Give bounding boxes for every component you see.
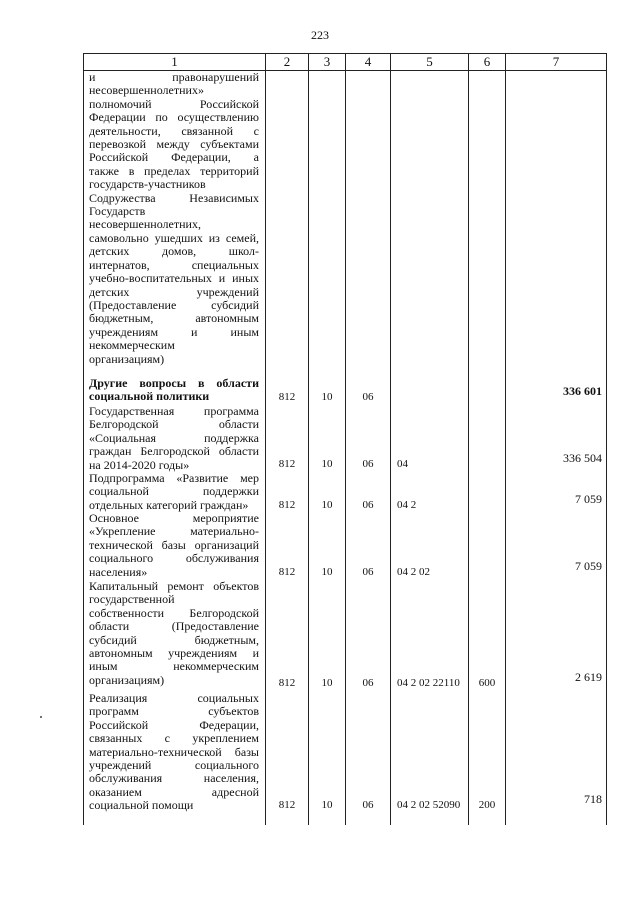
description-line: Государственная программа <box>89 404 259 418</box>
column-divider <box>345 53 346 825</box>
description-line: на 2014-2020 годы» <box>89 457 190 472</box>
table-border-left <box>83 53 84 825</box>
amount-cell: 336 504 <box>563 451 602 465</box>
page-number: 223 <box>311 28 329 42</box>
description-line: Содружества Независимых <box>89 190 259 205</box>
header-col-6: 6 <box>483 54 491 69</box>
column-divider <box>308 53 309 825</box>
column-divider <box>390 53 391 825</box>
amount-cell: 7 059 <box>575 492 602 506</box>
description-line: населения» <box>89 564 148 579</box>
description-line: учреждениям и иным <box>89 324 259 339</box>
description-line: также в пределах территорий <box>89 163 259 178</box>
cell-col-6: 200 <box>478 799 496 811</box>
cell-col-3: 10 <box>321 458 333 470</box>
description-line: организациям) <box>89 351 165 366</box>
amount-cell: 2 619 <box>575 670 602 684</box>
cell-col-5: 04 2 02 <box>397 566 430 578</box>
description-line: «Социальная поддержка <box>89 430 259 445</box>
cell-col-4: 06 <box>362 391 374 403</box>
cell-col-5: 04 <box>397 458 408 470</box>
cell-col-5: 04 2 <box>397 499 417 511</box>
cell-col-2: 812 <box>278 677 296 689</box>
amount-cell: 718 <box>584 792 602 806</box>
description-line: деятельности, связанной с <box>89 123 259 138</box>
cell-col-2: 812 <box>278 458 296 470</box>
description-line: обслуживания населения, <box>89 771 259 786</box>
header-col-3: 3 <box>323 54 331 69</box>
description-line: связанных с укреплением <box>89 731 259 746</box>
amount-cell: 336 601 <box>563 384 602 398</box>
description-line: автономным учреждениям и <box>89 646 259 661</box>
column-divider <box>505 53 506 825</box>
description-line: программ субъектов <box>89 704 259 719</box>
description-line: несовершеннолетних, <box>89 217 201 232</box>
description-line: Российской Федерации, а <box>89 150 259 165</box>
description-line: области (Предоставление <box>89 619 259 634</box>
description-line: несовершеннолетних» <box>89 83 204 98</box>
description-line: некоммерческим <box>89 338 175 353</box>
description-line: иным некоммерческим <box>89 659 259 674</box>
description-line: учебно-воспитательных и иных <box>89 271 259 286</box>
header-col-1: 1 <box>171 54 178 69</box>
description-line: социальной политики <box>89 389 210 404</box>
cell-col-4: 06 <box>362 566 374 578</box>
description-line: Подпрограмма «Развитие мер <box>89 471 259 485</box>
cell-col-3: 10 <box>321 677 333 689</box>
cell-col-4: 06 <box>362 677 374 689</box>
description-line: интернатов, специальных <box>89 257 259 272</box>
description-line: Основное мероприятие <box>89 511 259 525</box>
description-line: технической базы организаций <box>89 537 259 552</box>
description-line: бюджетным, автономным <box>89 311 259 326</box>
row-description <box>89 472 259 512</box>
description-line: и правонарушений <box>89 70 259 84</box>
cell-col-2: 812 <box>278 799 296 811</box>
description-line: Белгородской области <box>89 417 259 432</box>
description-line: субсидий бюджетным, <box>89 632 259 647</box>
row-description <box>89 377 259 404</box>
description-line: оказанием адресной <box>89 784 259 799</box>
description-line: самовольно ушедших из семей, <box>89 230 259 245</box>
amount-cell: 7 059 <box>575 559 602 573</box>
header-col-4: 4 <box>364 54 372 69</box>
description-line: (Предоставление субсидий <box>89 297 259 312</box>
cell-col-2: 812 <box>278 499 296 511</box>
header-col-5: 5 <box>426 54 433 69</box>
description-line: отдельных категорий граждан» <box>89 497 249 512</box>
description-line: перевозкой между субъектами <box>89 137 259 152</box>
description-line: «Укрепление материально- <box>89 524 259 539</box>
row-description <box>89 405 259 472</box>
description-line: Федерации по осуществлению <box>89 110 259 125</box>
row-description <box>89 512 259 579</box>
cell-col-6: 600 <box>478 677 496 689</box>
column-divider <box>265 53 266 825</box>
description-line: детских домов, школ- <box>89 244 259 259</box>
description-line: учреждений социального <box>89 758 259 773</box>
cell-col-3: 10 <box>321 391 333 403</box>
cell-col-4: 06 <box>362 458 374 470</box>
cell-col-2: 812 <box>278 566 296 578</box>
column-divider <box>468 53 469 825</box>
cell-col-4: 06 <box>362 799 374 811</box>
description-line: Капитальный ремонт объектов <box>89 579 259 593</box>
cell-col-4: 06 <box>362 499 374 511</box>
cell-col-3: 10 <box>321 499 333 511</box>
header-col-2: 2 <box>283 54 291 69</box>
description-line: Государств <box>89 204 146 219</box>
description-line: полномочий Российской <box>89 96 259 111</box>
table-border-right <box>606 53 607 825</box>
cell-col-3: 10 <box>321 799 333 811</box>
description-line: государств-участников <box>89 177 206 192</box>
description-line: государственной <box>89 592 175 607</box>
row-description <box>89 71 259 366</box>
description-line: социальной помощи <box>89 798 194 813</box>
cell-col-5: 04 2 02 52090 <box>397 799 461 811</box>
description-line: детских учреждений <box>89 284 259 299</box>
description-line: Российской Федерации, <box>89 717 259 732</box>
description-line: Другие вопросы в области <box>89 376 259 390</box>
description-line: Реализация социальных <box>89 691 259 705</box>
header-col-7: 7 <box>552 54 560 69</box>
description-line: материально-технической базы <box>89 744 259 759</box>
description-line: социальной поддержки <box>89 484 259 499</box>
description-line: социального обслуживания <box>89 551 259 566</box>
description-line: организациям) <box>89 672 165 687</box>
description-line: собственности Белгородской <box>89 605 259 620</box>
scan-mark <box>40 716 42 718</box>
cell-col-3: 10 <box>321 566 333 578</box>
cell-col-2: 812 <box>278 391 296 403</box>
cell-col-5: 04 2 02 22110 <box>397 677 460 689</box>
row-description <box>89 580 259 687</box>
description-line: граждан Белгородской области <box>89 444 259 459</box>
row-description <box>89 692 259 813</box>
